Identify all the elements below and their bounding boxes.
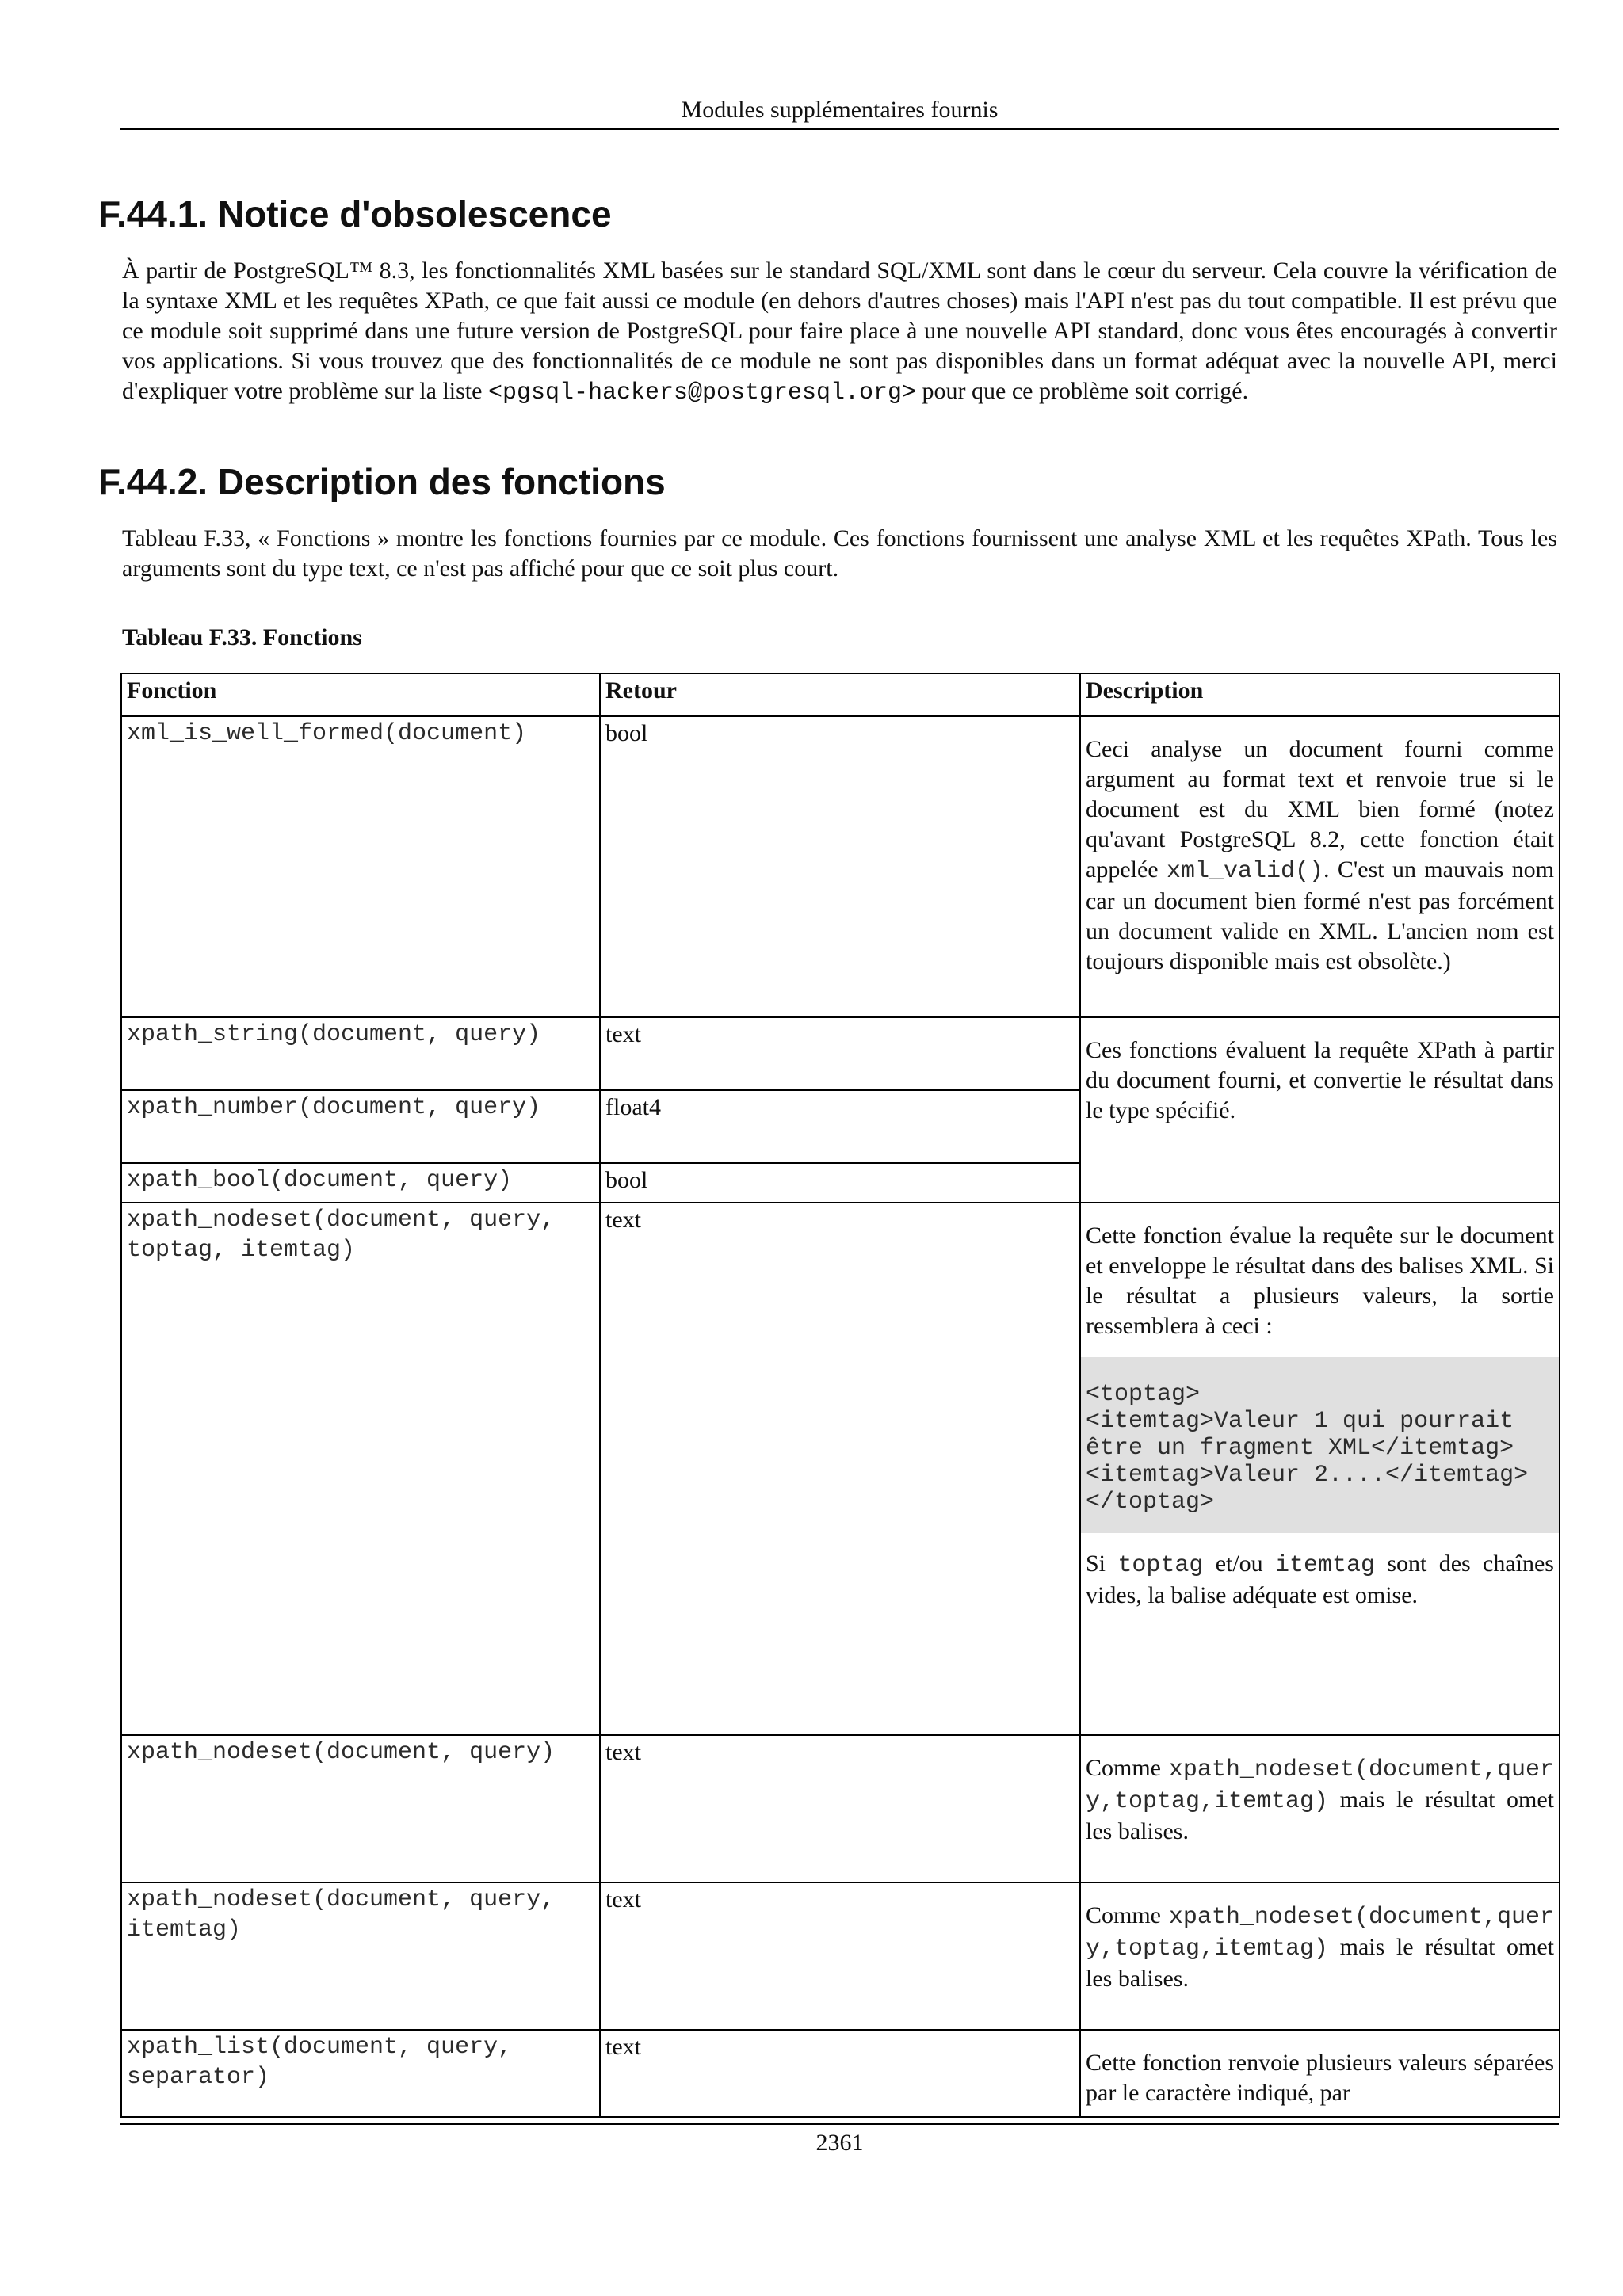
note-text: Si — [1086, 1550, 1118, 1577]
section-title-functions: F.44.2. Description des fonctions — [98, 461, 666, 502]
table-row — [121, 1882, 1560, 2030]
return-type: text — [600, 1882, 1080, 2030]
mailing-list-email: <pgsql-hackers@postgresql.org> — [487, 379, 917, 406]
paragraph-obsolescence — [122, 256, 1557, 408]
description-text: Comme — [1086, 1902, 1169, 1928]
table-row — [121, 1735, 1560, 1882]
description-code: xml_valid() — [1166, 858, 1323, 885]
function-signature: xpath_nodeset(document, query) — [121, 1735, 600, 1882]
table-header-row — [121, 673, 1560, 716]
return-type: text — [600, 1735, 1080, 1882]
return-type: text — [600, 2030, 1080, 2117]
function-signature: xml_is_well_formed(document) — [121, 716, 600, 1017]
return-type: bool — [600, 1163, 1080, 1203]
table-row — [121, 716, 1560, 1017]
description-text-end: mais le résultat omet les balises. — [1086, 1934, 1554, 1992]
description-text: Comme — [1086, 1755, 1169, 1781]
table-row — [121, 1203, 1560, 1735]
function-signature: xpath_list(document, query, separator) — [121, 2030, 600, 2117]
return-type: bool — [600, 716, 1080, 1017]
paragraph-text: À partir de PostgreSQL™ 8.3, les fonctionnalités XML basées sur le standard SQL/XML sont dans le cœur du serveur. Cela couvre la vérification de la syntaxe XML et les requêtes XPath, ce que fait aussi ce module (en dehors d'autres choses) mais l'API n'est pas du tout compatible. Il est prévu que ce module soit supprimé dans une future version de PostgreSQL pour faire place à une nouvelle API standard, donc vous êtes encouragés à convertir vos applications. Si vous trouvez que des fonctionnalités de ce module ne sont pas disponibles dans un format adéquat avec la nouvelle API, merci d'expliquer votre problème sur la liste — [122, 257, 1557, 404]
section-title-obsolescence: F.44.1. Notice d'obsolescence — [98, 193, 612, 235]
function-signature: xpath_nodeset(document, query, toptag, itemtag) — [121, 1203, 600, 1735]
header-description: Description — [1080, 673, 1560, 716]
function-description — [1080, 716, 1560, 1017]
function-description — [1080, 1882, 1560, 2030]
function-description — [1080, 1203, 1560, 1735]
function-signature: xpath_nodeset(document, query, itemtag) — [121, 1882, 600, 2030]
function-signature: xpath_bool(document, query) — [121, 1163, 600, 1203]
paragraph-functions: Tableau F.33, « Fonctions » montre les fonctions fournies par ce module. Ces fonctions fournissent une analyse XML et les requêtes XPath. Tous les arguments sont du type text, ce n'est pas affiché pour que ce soit plus court. — [122, 525, 1557, 582]
return-type: text — [600, 1203, 1080, 1735]
description-text: Ceci analyse un document fourni comme argument au format text et renvoie true si le document est du XML bien formé (notez qu'avant PostgreSQL 8.2, cette fonction était appelée — [1086, 736, 1554, 883]
function-description — [1080, 1735, 1560, 1882]
note-text-end: sont des chaînes vides, la balise adéquate est omise. — [1086, 1550, 1554, 1608]
function-signature: xpath_string(document, query) — [121, 1017, 600, 1090]
description-note — [1086, 1549, 1554, 1611]
running-header: Modules supplémentaires fournis — [681, 97, 999, 123]
header-return: Retour — [600, 673, 1080, 716]
return-type: text — [600, 1017, 1080, 1090]
functions-table — [120, 673, 1560, 2118]
table-caption: Tableau F.33. Fonctions — [122, 624, 362, 650]
paragraph-text-end: pour que ce problème soit corrigé. — [916, 378, 1249, 404]
code-example: <toptag> <itemtag>Valeur 1 qui pourrait être un fragment XML</itemtag> <itemtag>Valeur 2....</itemtag> </toptag> — [1081, 1357, 1559, 1533]
description-text-end: . C'est un mauvais nom car un document bien formé n'est pas forcément un document valide en XML. L'ancien nom est toujours disponible mais est obsolète.) — [1086, 856, 1554, 974]
description-intro: Cette fonction évalue la requête sur le document et enveloppe le résultat dans des balises XML. Si le résultat a plusieurs valeurs, la sortie ressemblera à ceci : — [1086, 1222, 1554, 1339]
page-number: 2361 — [815, 2130, 864, 2156]
return-type: float4 — [600, 1090, 1080, 1163]
footer-rule — [120, 2123, 1559, 2125]
note-text-mid: et/ou — [1203, 1550, 1276, 1577]
note-code-itemtag: itemtag — [1275, 1552, 1376, 1579]
table-row — [121, 2030, 1560, 2117]
description-text-end: mais le résultat omet les balises. — [1086, 1787, 1554, 1844]
header-rule — [120, 128, 1559, 130]
function-signature: xpath_number(document, query) — [121, 1090, 600, 1163]
description-code: xpath_nodeset(document,query,toptag,itemtag) — [1086, 1904, 1554, 1962]
table-row — [121, 1017, 1560, 1090]
note-code-toptag: toptag — [1117, 1552, 1204, 1579]
function-description: Cette fonction renvoie plusieurs valeurs séparées par le caractère indiqué, par — [1080, 2030, 1560, 2117]
function-group-description: Ces fonctions évaluent la requête XPath à partir du document fourni, et convertie le résultat dans le type spécifié. — [1080, 1017, 1560, 1203]
header-function: Fonction — [121, 673, 600, 716]
description-code: xpath_nodeset(document,query,toptag,itemtag) — [1086, 1756, 1554, 1815]
